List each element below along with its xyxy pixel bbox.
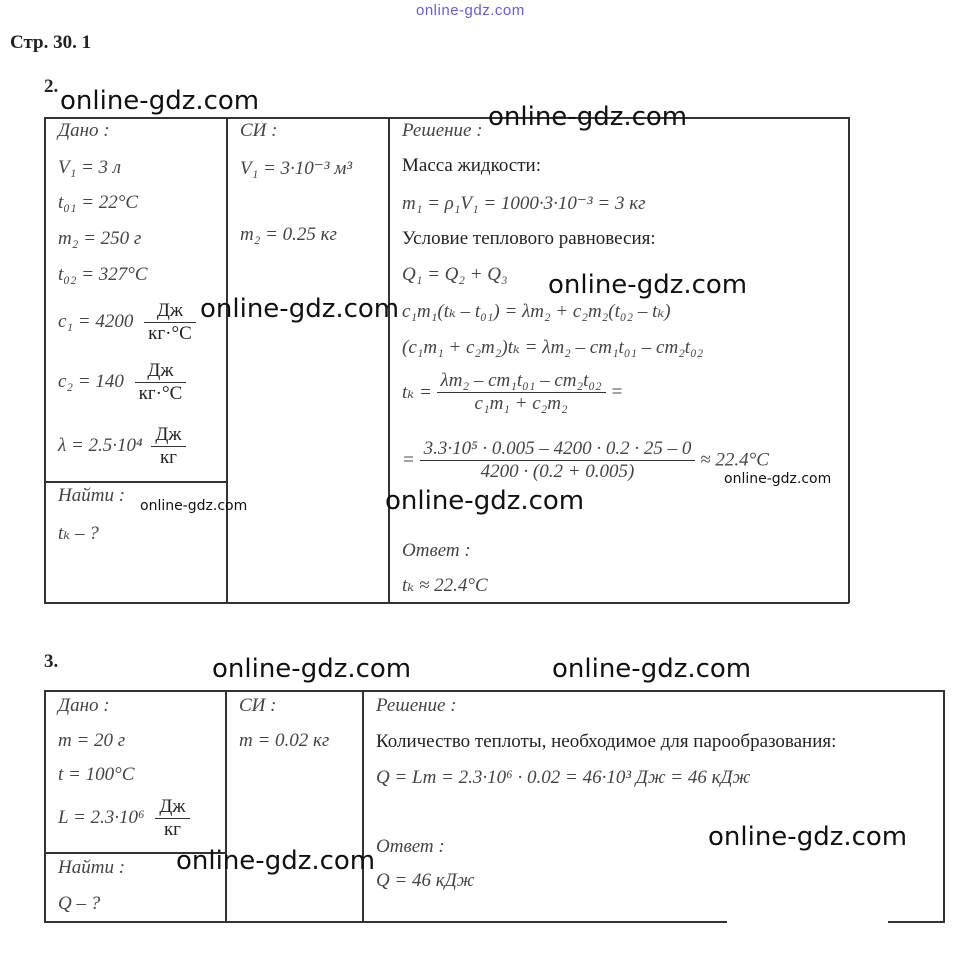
page-header: Стр. 30. 1 (10, 32, 92, 53)
task2-si-m2: m₂ = 0.25 кг (240, 224, 337, 245)
task3-si-m: m = 0.02 кг (239, 730, 330, 751)
task2-numeric-formula (402, 438, 769, 483)
task3-L-unit (155, 796, 189, 841)
unit-denominator: кг (163, 819, 181, 840)
fraction-numerator: 3.3·10⁵ · 0.005 – 4200 · 0.2 · 25 – 0 (420, 438, 696, 461)
task2-lambda-value: λ = 2.5·10⁴ (58, 434, 143, 456)
unit-denominator: кг·°C (138, 383, 183, 404)
unit-denominator: кг·°C (148, 323, 192, 344)
task2-find-header: Найти : (58, 485, 126, 506)
task2-given-find-divider (44, 481, 227, 483)
task2-solution-line-3: Условие теплового равновесия: (402, 228, 656, 249)
site-watermark[interactable]: online-gdz.com (416, 2, 525, 19)
watermark: online-gdz.com (385, 486, 585, 516)
watermark: online-gdz.com (724, 471, 832, 487)
unit-numerator: Дж (135, 360, 187, 383)
task2-solution-line-6: (c₁m₁ + c₂m₂)tₖ = λm₂ – cm₁t₀₁ – cm₂t₀₂ (402, 337, 704, 358)
task3-given-m: m = 20 г (58, 730, 126, 751)
task2-top-border (44, 117, 849, 119)
task2-number: 2. (44, 76, 59, 97)
unit-denominator: кг (159, 447, 177, 468)
task3-answer-header: Ответ : (376, 836, 445, 857)
task2-answer-value: tₖ ≈ 22.4°C (402, 575, 488, 596)
task3-col-divider-2 (362, 690, 364, 922)
task2-col-divider-1 (226, 117, 228, 603)
fraction-tail: = (610, 381, 624, 403)
task2-given-t02: t₀₂ = 327°C (58, 264, 148, 285)
task2-given-c2 (58, 360, 186, 405)
unit-numerator: Дж (151, 424, 185, 447)
fraction-denominator: c₁m₁ + c₂m₂ (474, 393, 568, 414)
task2-lambda-unit (151, 424, 185, 469)
numeric-result: ≈ 22.4°C (700, 449, 769, 471)
unit-numerator: Дж (144, 300, 196, 323)
tk-lhs: tₖ = (402, 382, 432, 403)
task2-right-border (848, 117, 850, 603)
task3-L-value: L = 2.3·10⁶ (58, 806, 145, 828)
task2-solution-line-2: m₁ = ρ₁V₁ = 1000·3·10⁻³ = 3 кг (402, 193, 646, 214)
watermark: online-gdz.com (140, 498, 248, 514)
task3-top-border (44, 690, 944, 692)
task2-given-m2: m₂ = 250 г (58, 228, 142, 249)
task3-number: 3. (44, 651, 59, 672)
task2-given-header: Дано : (58, 120, 110, 141)
task3-given-L (58, 796, 190, 841)
task2-given-lambda (58, 424, 186, 469)
task3-solution-line-1: Количество теплоты, необходимое для парообразования: (376, 731, 837, 752)
task2-bottom-border (44, 602, 849, 604)
watermark: online-gdz.com (200, 294, 400, 324)
fraction-denominator: 4200 · (0.2 + 0.005) (480, 461, 635, 482)
task2-left-border (44, 117, 46, 603)
task3-solution-header: Решение : (376, 695, 457, 716)
task3-bottom-border-left (44, 921, 727, 923)
task3-col-divider-1 (225, 690, 227, 922)
task2-solution-line-4: Q₁ = Q₂ + Q₃ (402, 264, 508, 285)
task2-given-v1: V₁ = 3 л (58, 157, 122, 178)
task3-answer-value: Q = 46 кДж (376, 870, 475, 891)
watermark: online-gdz.com (548, 270, 748, 300)
task2-col-divider-2 (388, 117, 390, 603)
task2-c1-value: c₁ = 4200 (58, 310, 134, 332)
task3-si-header: СИ : (239, 695, 277, 716)
task2-given-c1 (58, 300, 196, 345)
task3-given-t: t = 100°C (58, 764, 135, 785)
watermark: online-gdz.com (708, 822, 908, 852)
task2-solution-line-5: c₁m₁(tₖ – t₀₁) = λm₂ + c₂m₂(t₀₂ – tₖ) (402, 301, 671, 322)
numeric-lhs: = (402, 449, 415, 471)
task2-answer-header: Ответ : (402, 540, 471, 561)
watermark: online-gdz.com (60, 86, 260, 116)
task2-si-v1: V₁ = 3·10⁻³ м³ (240, 158, 353, 179)
task3-bottom-border-right (888, 921, 945, 923)
numeric-fraction (420, 438, 696, 483)
task2-c1-unit (144, 300, 196, 345)
watermark: online-gdz.com (176, 846, 376, 876)
task2-si-header: СИ : (240, 120, 278, 141)
task2-c2-unit (135, 360, 187, 405)
task3-right-border (943, 690, 945, 922)
task3-find-header: Найти : (58, 857, 126, 878)
watermark: online-gdz.com (488, 102, 688, 132)
task3-find-value: Q – ? (58, 893, 101, 914)
tk-fraction (437, 370, 606, 415)
task2-given-t01: t₀₁ = 22°C (58, 192, 139, 213)
task2-solution-line-1: Масса жидкости: (402, 155, 541, 176)
task2-find-value: tₖ – ? (58, 523, 99, 544)
watermark: online-gdz.com (212, 654, 412, 684)
task3-solution-line-2: Q = Lm = 2.3·10⁶ · 0.02 = 46·10³ Дж = 46 кДж (376, 767, 751, 788)
task3-left-border (44, 690, 46, 922)
unit-numerator: Дж (155, 796, 189, 819)
fraction-numerator: λm₂ – cm₁t₀₁ – cm₂t₀₂ (437, 370, 606, 393)
task3-given-header: Дано : (58, 695, 110, 716)
task2-c2-value: c₂ = 140 (58, 370, 124, 392)
task2-tk-formula (402, 370, 623, 415)
watermark: online-gdz.com (552, 654, 752, 684)
task2-solution-header: Решение : (402, 120, 483, 141)
